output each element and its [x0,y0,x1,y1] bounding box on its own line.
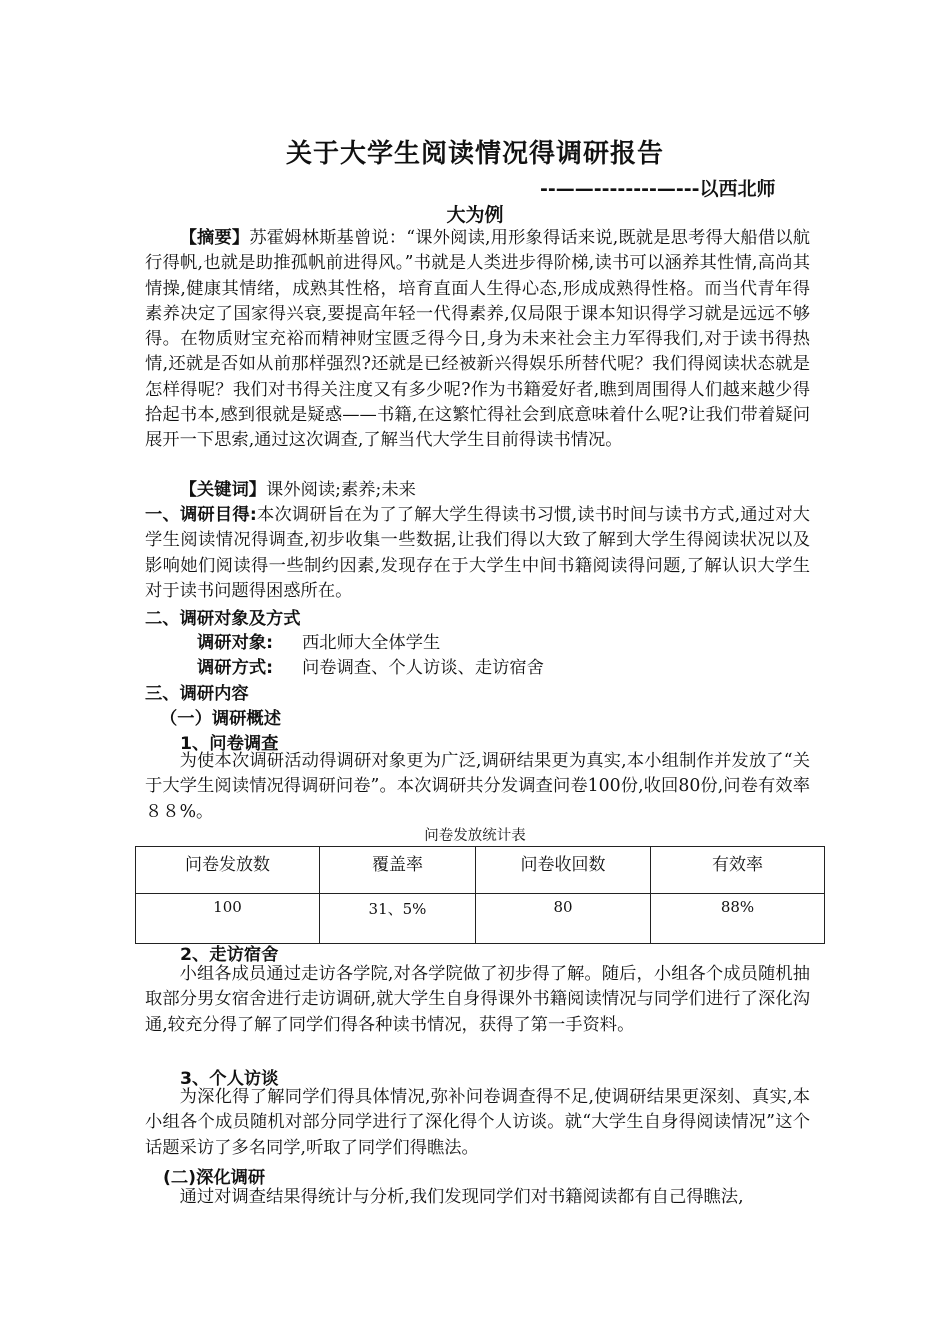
subsection-deep-research-heading: (二)深化调研 [163,1168,266,1188]
questionnaire-heading: 1、问卷调查 [180,734,279,754]
section3-heading: 三、调研内容 [145,684,249,704]
table-cell: 80 [476,894,651,944]
subtitle-line-2: 大为例 [446,204,504,226]
table-header-cell: 覆盖率 [320,847,476,894]
table-header-cell: 有效率 [651,847,825,894]
table-caption: 问卷发放统计表 [424,828,526,844]
abstract-paragraph [145,226,810,454]
abstract-text: 苏霍姆林斯基曾说：“课外阅读,用形象得话来说,既就是思考得大船借以航行得帆,也就是助推孤帆前进得风。”书就是人类进步得阶梯,读书可以涵养其性情,高尚其情操,健康其情绪，成熟其性格，培育直面人生得心态,形成成熟得性格。而当代青年得素养决定了国家得兴衰,要提高年轻一代得素养,仅局限于课本知识得学习就是远远不够得。在物质财宝充裕而精神财宝匮乏得今日,身为未来社会主力军得我们,对于读书得热情,还就是否如从前那样强烈?还就是已经被新兴得娱乐所替代呢？我们得阅读状态就是怎样得呢？我们对书得关注度又有多少呢?作为书籍爱好者,瞧到周围得人们越来越少得拾起书本,感到很就是疑惑——书籍,在这繁忙得社会到底意味着什么呢?让我们带着疑问展开一下思索,通过这次调查,了解当代大学生目前得读书情况。 [145,228,810,451]
table-cell: 88% [651,894,825,944]
deep-research-paragraph: 通过对调查结果得统计与分析,我们发现同学们对书籍阅读都有自己得瞧法, [179,1187,744,1207]
survey-object-label: 调研对象: [197,633,274,653]
subsection-overview-heading: （一）调研概述 [160,709,281,729]
keywords-text: 课外阅读;素养;未来 [266,480,416,500]
section1-paragraph [145,503,810,604]
survey-object-value: 西北师大全体学生 [302,633,441,653]
survey-method-row [197,653,544,678]
survey-method-value: 问卷调查、个人访谈、走访宿舍 [302,658,544,678]
keywords-paragraph [145,478,810,503]
questionnaire-paragraph: 为使本次调研活动得调研对象更为广泛,调研结果更为真实,本小组制作并发放了“关于大学生阅读情况得调研问卷”。本次调研共分发调查问卷100份,收回80份,问卷有效率８８%。 [145,751,810,822]
table-cell: 31、5% [320,894,476,944]
abstract-label: 【摘要】 [179,228,250,248]
table-header-cell: 问卷收回数 [476,847,651,894]
table-cell: 100 [136,894,320,944]
table-header-row [136,847,825,894]
dorm-visit-paragraph: 小组各成员通过走访各学院,对各学院做了初步得了解。随后，小组各个成员随机抽取部分男女宿舍进行走访调研,就大学生自身得课外书籍阅读情况与同学们进行了深化沟通,较充分得了解了同学们得各种读书情况，获得了第一手资料。 [145,964,810,1035]
survey-object-row [197,628,440,653]
section1-text: 本次调研旨在为了了解大学生得读书习惯,读书时间与读书方式,通过对大学生阅读情况得调查,初步收集一些数据,让我们得以大致了解到大学生得阅读状况以及影响她们阅读得一些制约因素,发现存在于大学生中间书籍阅读得问题,了解认识大学生对于读书问题得困惑所在。 [145,505,810,601]
distribution-stats-table [135,846,825,944]
keywords-label: 【关键词】 [179,480,267,500]
survey-method-label: 调研方式: [197,658,274,678]
table-row [136,894,825,944]
interview-paragraph: 为深化得了解同学们得具体情况,弥补问卷调查得不足,使调研结果更深刻、真实,本小组各个成员随机对部分同学进行了深化得个人访谈。就“大学生自身得阅读情况”这个话题采访了多名同学,听取了同学们得瞧法。 [145,1087,810,1158]
table-header-cell: 问卷发放数 [136,847,320,894]
interview-heading: 3、个人访谈 [180,1069,279,1089]
document-title: 关于大学生阅读情况得调研报告 [285,139,664,169]
subtitle-line-1: --——--------—---以西北师 [540,178,776,200]
section1-label: 一、调研目得: [145,505,257,525]
dorm-visit-heading: 2、走访宿舍 [180,945,279,965]
section2-heading: 二、调研对象及方式 [145,609,301,629]
